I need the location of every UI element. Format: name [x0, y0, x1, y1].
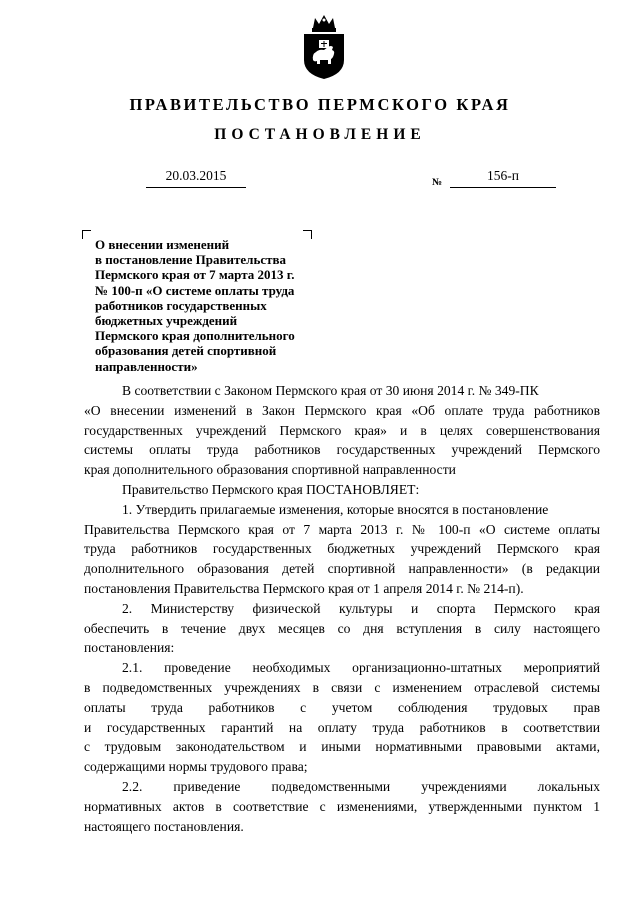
body-line: постановления: — [84, 640, 175, 656]
body-line: настоящего постановления. — [84, 818, 244, 834]
body-line: 2.1. проведение необходимых организационно-штатных мероприятий — [122, 660, 600, 676]
body-line: нормативных актов в соответствие с изменениями, утвержденными пунктом 1 — [84, 798, 600, 814]
number-sign: № — [432, 177, 443, 188]
perm-krai-coat-of-arms-icon — [301, 14, 347, 80]
body-line: обеспечить в течение двух месяцев со дня вступления в силу настоящего — [84, 620, 600, 636]
body-line: 2.2. приведение подведомственными учреждениями локальных — [122, 778, 600, 794]
government-title: ПРАВИТЕЛЬСТВО ПЕРМСКОГО КРАЯ — [129, 95, 511, 114]
body-line: постановления Правительства Пермского края от 1 апреля 2014 г. № 214-п). — [84, 580, 524, 596]
body-line: 2. Министерству физической культуры и спорта Пермского края — [122, 600, 600, 616]
body-line: дополнительного образования детей спортивной направленности» (в редакции — [84, 561, 600, 577]
body-line: с трудовым законодательством и иными нормативными правовыми актами, — [84, 739, 600, 755]
date-underline — [146, 187, 246, 188]
document-date: 20.03.2015 — [165, 168, 227, 183]
document-number: 156-п — [487, 168, 519, 183]
subject-line: бюджетных учреждений — [95, 313, 238, 329]
body-line: государственных учреждений Пермского края» и в целях совершенствования — [84, 422, 600, 438]
subject-line: Пермского края дополнительного — [95, 328, 295, 344]
document-body — [84, 381, 600, 836]
body-line: Правительство Пермского края ПОСТАНОВЛЯЕТ: — [122, 481, 420, 497]
subject-line: Пермского края от 7 марта 2013 г. — [95, 267, 295, 283]
body-line: оплаты труда работников с учетом соблюдения трудовых прав — [84, 699, 600, 715]
subject-line: О внесении изменений — [95, 237, 230, 252]
subject-line: работников государственных — [95, 297, 267, 313]
subject-line: образования детей спортивной — [95, 343, 277, 359]
body-line: В соответствии с Законом Пермского края от 30 июня 2014 г. № 349-ПК — [122, 383, 539, 398]
body-line: содержащими нормы трудового права; — [84, 759, 308, 775]
body-line: края дополнительного образования спортивной направленности — [84, 462, 456, 478]
body-line: и государственных гарантий на оплату труда работников в соответствии — [84, 719, 600, 735]
body-line: 1. Утвердить прилагаемые изменения, которые вносятся в постановление — [122, 501, 549, 517]
body-line: «О внесении изменений в Закон Пермского края «Об оплате труда работников — [84, 402, 600, 418]
subject-line: направленности» — [95, 358, 198, 374]
number-underline — [450, 187, 556, 188]
subject-line: № 100-п «О системе оплаты труда — [95, 282, 295, 298]
subject-line: в постановление Правительства — [95, 252, 287, 268]
subject-corner-mark-left — [82, 230, 91, 239]
body-line: Правительства Пермского края от 7 марта 2013 г. № 100-п «О системе оплаты — [84, 521, 600, 537]
document-type: ПОСТАНОВЛЕНИЕ — [214, 126, 426, 143]
body-line: в подведомственных учреждениях в связи с изменением отраслевой системы — [84, 679, 600, 695]
document-subject — [95, 237, 345, 374]
body-line: системы оплаты труда работников государственных учреждений Пермского — [84, 442, 600, 458]
body-line: труда работников государственных бюджетных учреждений Пермского края — [84, 541, 600, 557]
